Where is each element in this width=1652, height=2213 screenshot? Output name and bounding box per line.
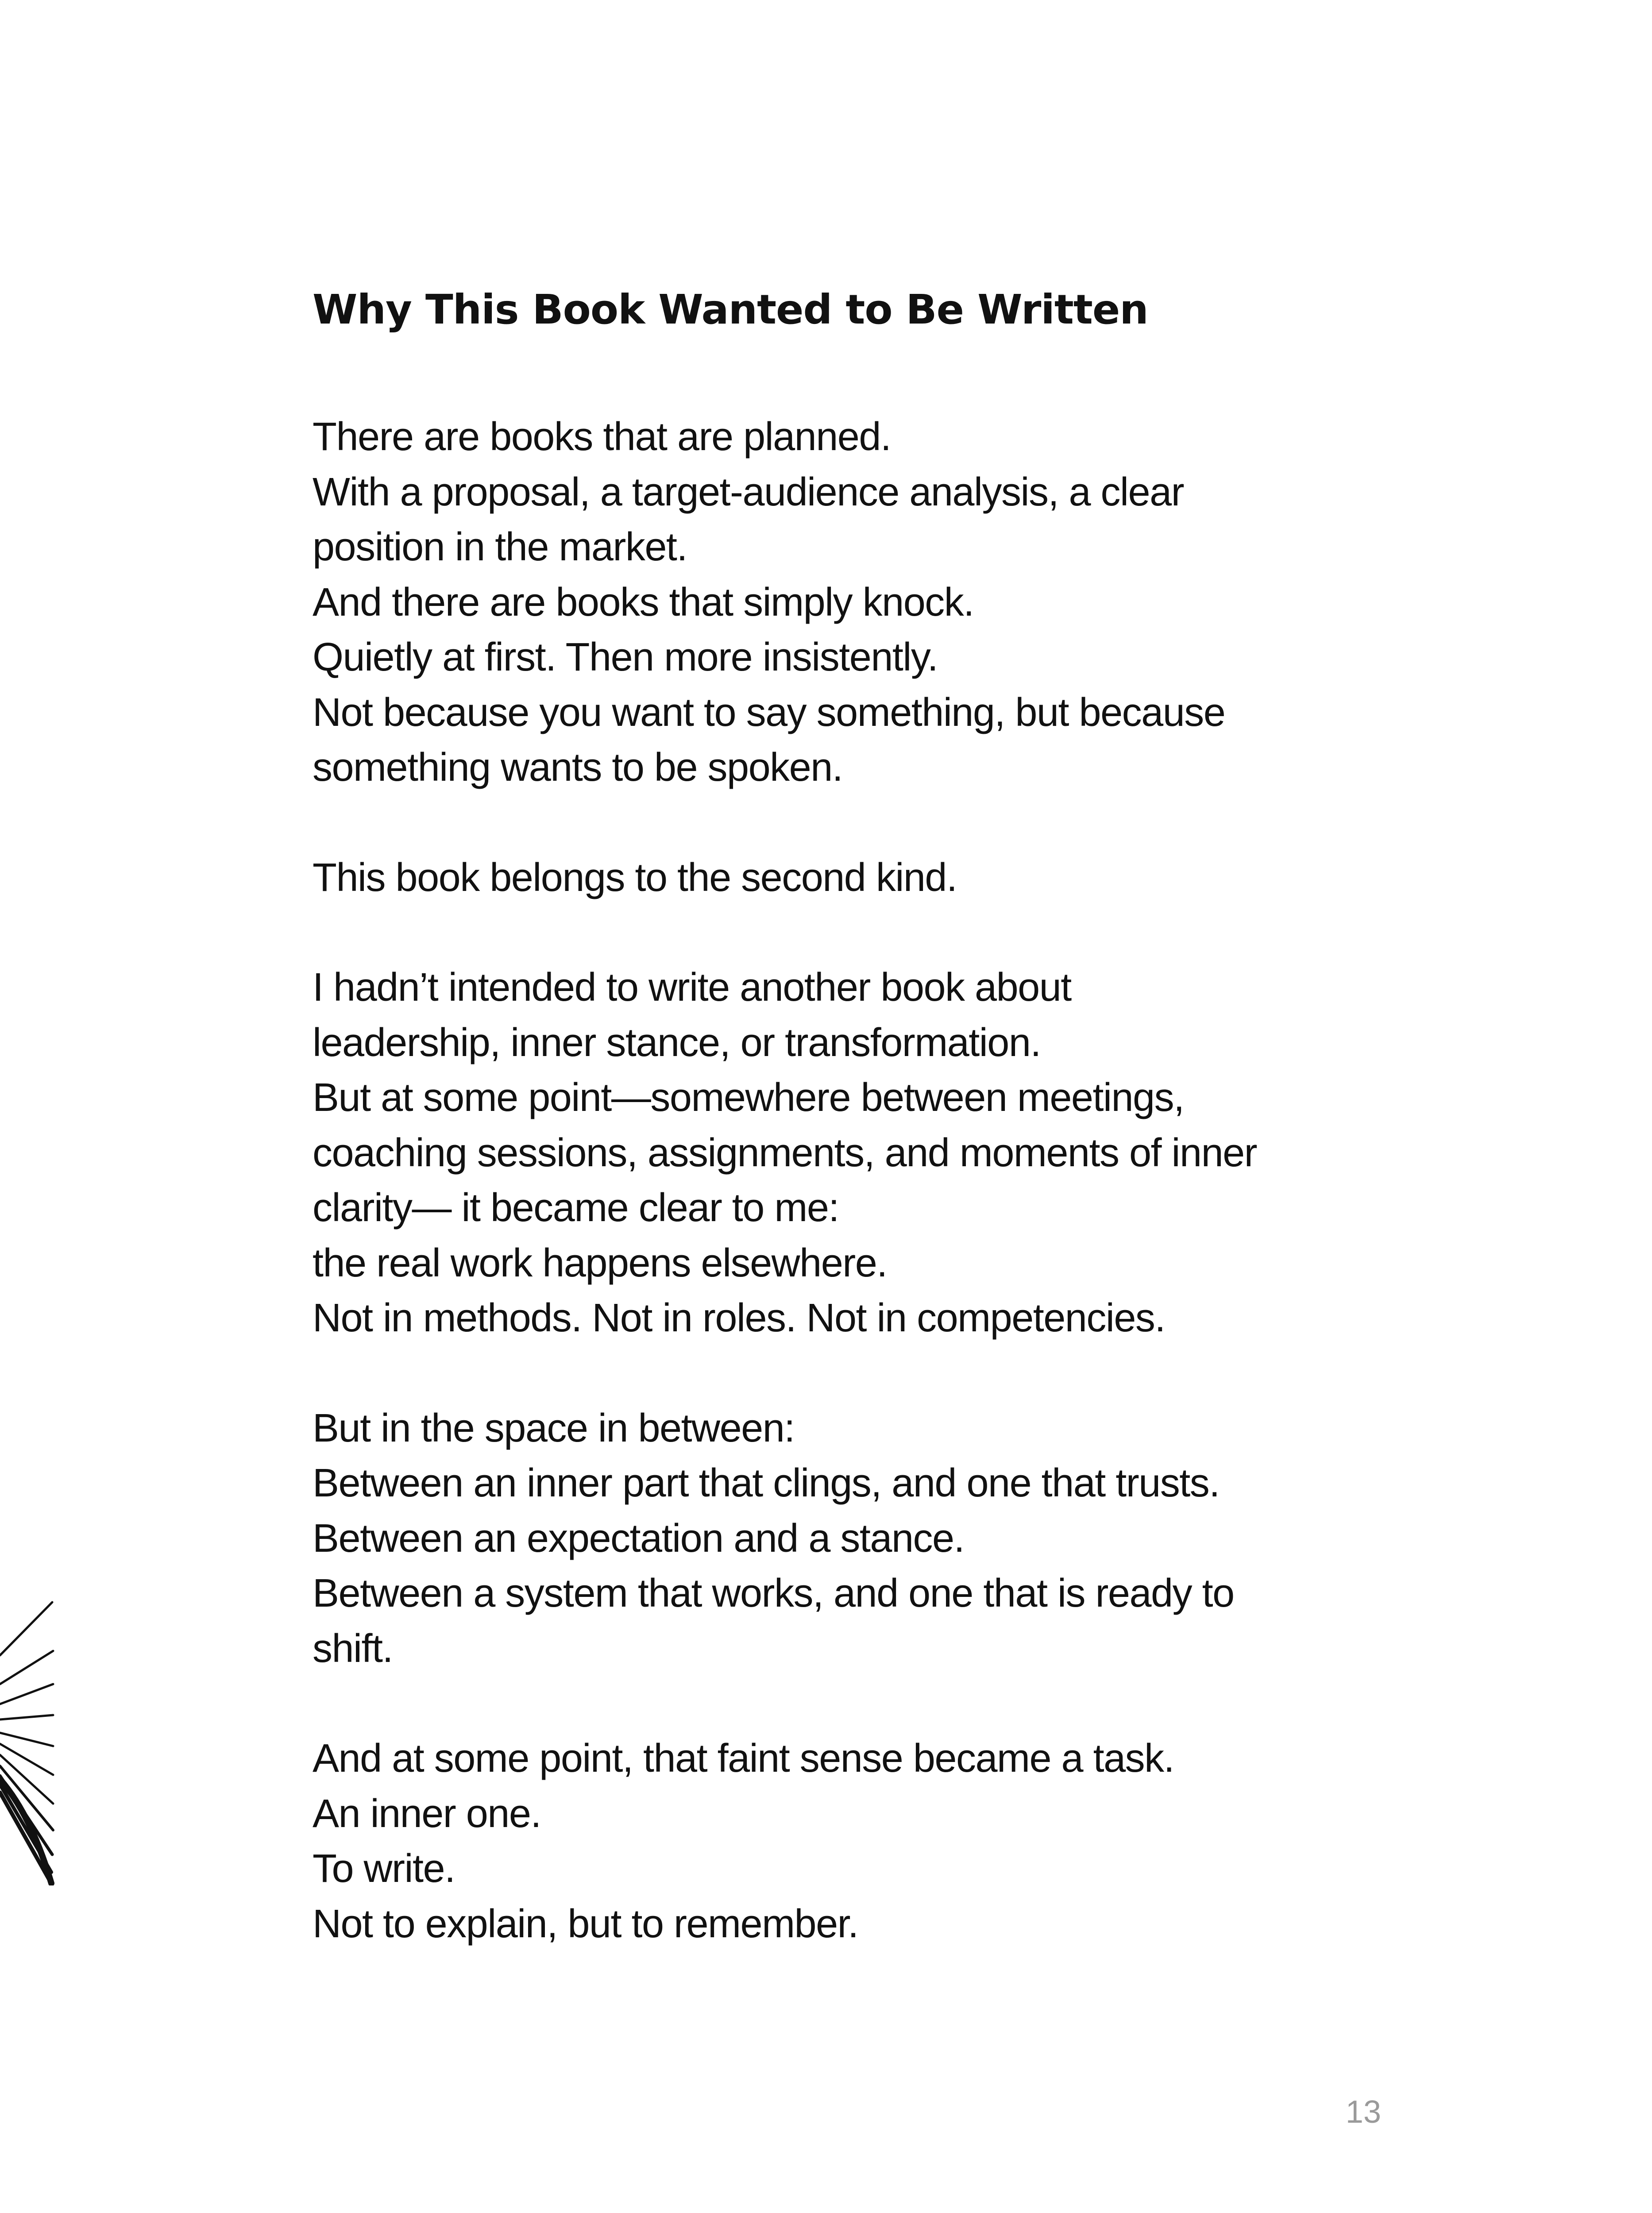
text-line: position in the market. bbox=[313, 525, 687, 569]
text-line: To write. bbox=[313, 1847, 455, 1891]
text-line: Quietly at first. Then more insistently. bbox=[313, 635, 938, 679]
text-line: something wants to be spoken. bbox=[313, 745, 843, 790]
paragraph bbox=[313, 1731, 1410, 1951]
text-line: Between a system that works, and one that is ready to bbox=[313, 1571, 1234, 1615]
page-number: 13 bbox=[1345, 2094, 1381, 2130]
text-line: And at some point, that faint sense became a task. bbox=[313, 1736, 1174, 1781]
paragraph bbox=[313, 409, 1410, 795]
text-line: Not to explain, but to remember. bbox=[313, 1901, 858, 1946]
text-line: An inner one. bbox=[313, 1791, 541, 1836]
text-line: Not in methods. Not in roles. Not in competencies. bbox=[313, 1296, 1165, 1340]
text-line: Between an expectation and a stance. bbox=[313, 1516, 965, 1561]
text-line: shift. bbox=[313, 1626, 393, 1671]
text-line: There are books that are planned. bbox=[313, 415, 891, 459]
paragraph bbox=[313, 1401, 1410, 1677]
text-line: And there are books that simply knock. bbox=[313, 580, 974, 625]
text-line: Not because you want to say something, but because bbox=[313, 690, 1225, 735]
text-line: Between an inner part that clings, and one that trusts. bbox=[313, 1461, 1220, 1505]
text-line: clarity— it became clear to me: bbox=[313, 1186, 839, 1230]
page-content bbox=[313, 283, 1410, 2006]
text-line: This book belongs to the second kind. bbox=[313, 855, 957, 900]
text-line: I hadn’t intended to write another book about bbox=[313, 965, 1071, 1010]
text-line: With a proposal, a target-audience analysis, a clear bbox=[313, 470, 1184, 514]
chapter-heading: Why This Book Wanted to Be Written bbox=[313, 286, 1148, 333]
text-line: leadership, inner stance, or transformation. bbox=[313, 1020, 1041, 1065]
text-line: But in the space in between: bbox=[313, 1406, 795, 1450]
paragraph bbox=[313, 850, 1410, 906]
radiating-lines-ornament-icon bbox=[0, 1585, 58, 1885]
text-line: But at some point—somewhere between meetings, bbox=[313, 1076, 1184, 1120]
text-line: the real work happens elsewhere. bbox=[313, 1241, 887, 1285]
paragraph bbox=[313, 960, 1410, 1346]
text-line: coaching sessions, assignments, and moments of inner bbox=[313, 1130, 1257, 1175]
